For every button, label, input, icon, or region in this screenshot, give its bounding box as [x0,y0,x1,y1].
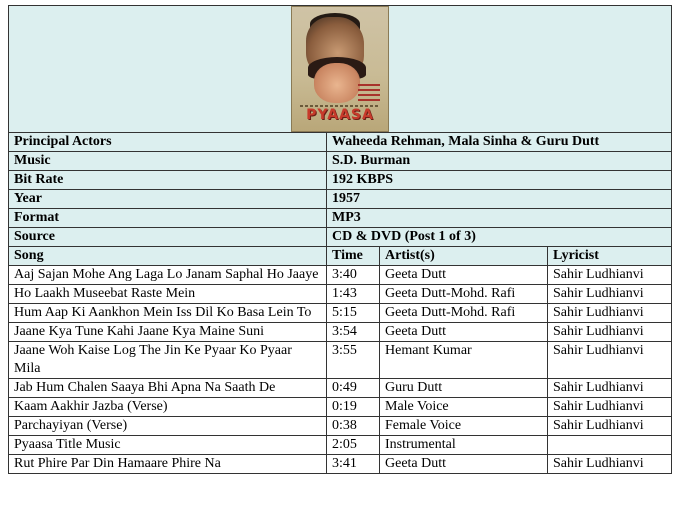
song-artists: Geeta Dutt-Mohd. Rafi [380,304,548,323]
song-lyricist: Sahir Ludhianvi [548,304,672,323]
song-title: Parchayiyan (Verse) [9,417,327,436]
song-lyricist: Sahir Ludhianvi [548,417,672,436]
song-title: Aaj Sajan Mohe Ang Laga Lo Janam Saphal Ho Jaaye [9,266,327,285]
meta-value: S.D. Burman [327,152,672,171]
meta-label: Source [9,228,327,247]
song-artists: Female Voice [380,417,548,436]
column-header-artists: Artist(s) [380,247,548,266]
song-time: 3:41 [327,455,380,474]
song-time: 0:38 [327,417,380,436]
song-time: 2:05 [327,436,380,455]
song-row [9,323,672,342]
song-title: Kaam Aakhir Jazba (Verse) [9,398,327,417]
album-info-table [8,5,672,474]
song-table-header [9,247,672,266]
song-time: 3:40 [327,266,380,285]
meta-row-source [9,228,672,247]
song-row [9,455,672,474]
meta-value: Waheeda Rehman, Mala Sinha & Guru Dutt [327,133,672,152]
meta-row-bit-rate [9,171,672,190]
meta-row-year [9,190,672,209]
song-row [9,417,672,436]
song-artists: Geeta Dutt-Mohd. Rafi [380,285,548,304]
song-time: 1:43 [327,285,380,304]
song-time: 3:55 [327,342,380,379]
song-title: Hum Aap Ki Aankhon Mein Iss Dil Ko Basa Lein To [9,304,327,323]
song-row [9,398,672,417]
column-header-time: Time [327,247,380,266]
song-time: 5:15 [327,304,380,323]
song-title: Jab Hum Chalen Saaya Bhi Apna Na Saath De [9,379,327,398]
song-title: Ho Laakh Museebat Raste Mein [9,285,327,304]
movie-poster-image [291,6,389,132]
poster-cell [9,6,672,133]
song-lyricist: Sahir Ludhianvi [548,455,672,474]
poster-title: PYAASA [306,107,374,123]
song-lyricist: Sahir Ludhianvi [548,266,672,285]
song-row [9,285,672,304]
song-lyricist: Sahir Ludhianvi [548,398,672,417]
song-artists: Geeta Dutt [380,323,548,342]
song-title: Jaane Woh Kaise Log The Jin Ke Pyaar Ko Pyaar Mila [9,342,327,379]
meta-row-format [9,209,672,228]
meta-value: 192 KBPS [327,171,672,190]
song-artists: Geeta Dutt [380,455,548,474]
song-lyricist [548,436,672,455]
meta-value: 1957 [327,190,672,209]
song-row [9,266,672,285]
song-time: 0:19 [327,398,380,417]
album-info-table-wrapper [8,5,671,474]
meta-row-music [9,152,672,171]
song-lyricist: Sahir Ludhianvi [548,342,672,379]
song-artists: Male Voice [380,398,548,417]
meta-label: Format [9,209,327,228]
song-artists: Instrumental [380,436,548,455]
song-lyricist: Sahir Ludhianvi [548,285,672,304]
song-row [9,436,672,455]
song-lyricist: Sahir Ludhianvi [548,323,672,342]
meta-label: Bit Rate [9,171,327,190]
song-lyricist: Sahir Ludhianvi [548,379,672,398]
meta-label: Music [9,152,327,171]
song-title: Jaane Kya Tune Kahi Jaane Kya Maine Suni [9,323,327,342]
meta-value: CD & DVD (Post 1 of 3) [327,228,672,247]
song-time: 3:54 [327,323,380,342]
column-header-song: Song [9,247,327,266]
song-row [9,379,672,398]
song-title: Pyaasa Title Music [9,436,327,455]
song-title: Rut Phire Par Din Hamaare Phire Na [9,455,327,474]
song-artists: Guru Dutt [380,379,548,398]
song-row [9,342,672,379]
song-artists: Geeta Dutt [380,266,548,285]
column-header-lyricist: Lyricist [548,247,672,266]
song-row [9,304,672,323]
meta-label: Principal Actors [9,133,327,152]
meta-label: Year [9,190,327,209]
meta-row-principal-actors [9,133,672,152]
song-time: 0:49 [327,379,380,398]
meta-value: MP3 [327,209,672,228]
song-artists: Hemant Kumar [380,342,548,379]
